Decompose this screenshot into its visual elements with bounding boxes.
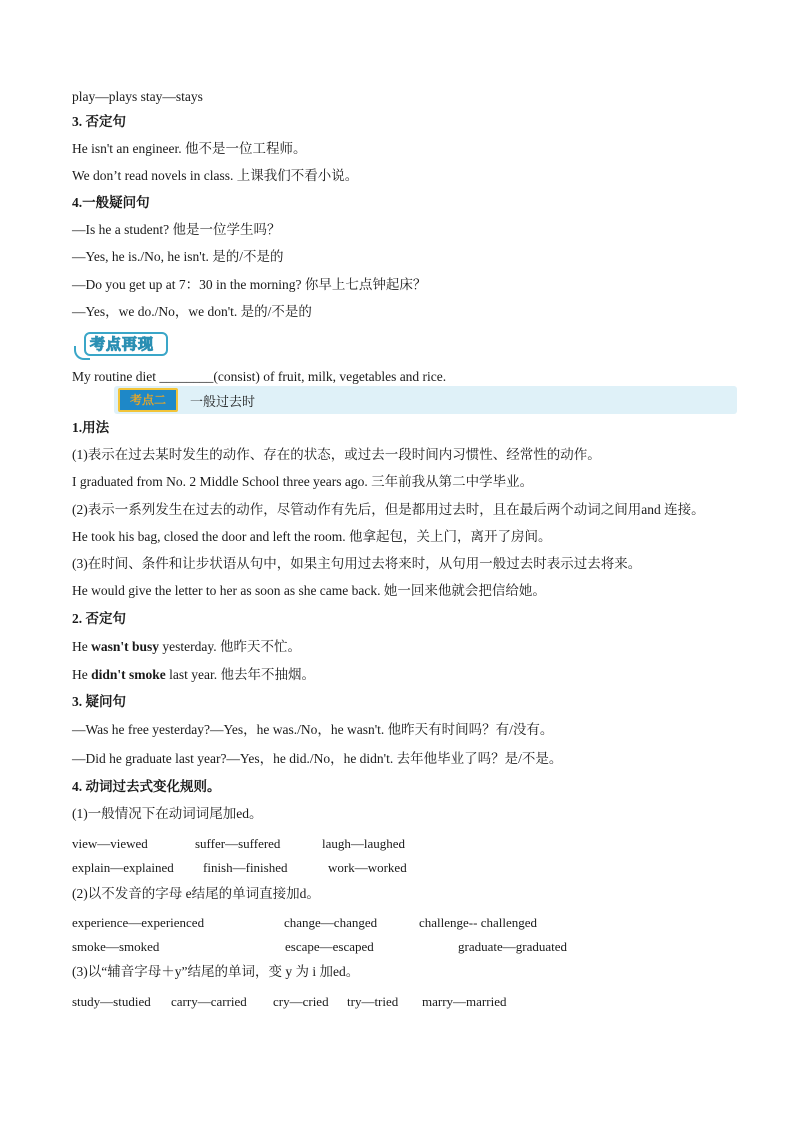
text-line: (1)表示在过去某时发生的动作、存在的状态，或过去一段时间内习惯性、经常性的动作。 — [72, 447, 601, 462]
word-pair: marry—married — [422, 994, 507, 1009]
text-line: I graduated from No. 2 Middle School three years ago. 三年前我从第二中学毕业。 — [72, 474, 534, 489]
text-line: We don’t read novels in class. 上课我们不看小说。 — [72, 168, 359, 183]
text-line: —Yes, he is./No, he isn't. 是的/不是的 — [72, 249, 284, 264]
word-pair: experience—experienced — [72, 915, 205, 930]
word-pair: suffer—suffered — [195, 836, 281, 851]
text-line: —Is he a student? 他是一位学生吗？ — [72, 222, 281, 237]
text-line: (2)以不发音的字母 e结尾的单词直接加d。 — [72, 886, 320, 901]
word-pair: smoke—smoked — [72, 939, 160, 954]
word-pair: laugh—laughed — [322, 836, 406, 851]
word-pair: work—worked — [328, 860, 407, 875]
heading-question-past: 3. 疑问句 — [72, 694, 126, 709]
text-line: —Was he free yesterday?—Yes，he was./No，he wasn't. 他昨天有时间吗？有/没有。 — [72, 722, 554, 737]
section-header — [114, 386, 737, 414]
word-pair: finish—finished — [203, 860, 288, 875]
text-line: —Yes，we do./No，we don't. 是的/不是的 — [72, 304, 312, 319]
text-line: (3)以“辅音字母＋y”结尾的单词，变 y 为 i 加ed。 — [72, 964, 360, 979]
exercise-line: My routine diet ________(consist) of fruit, milk, vegetables and rice. — [72, 369, 447, 384]
heading-question: 4.一般疑问句 — [72, 195, 150, 210]
section-tag: 考点二 — [118, 388, 178, 412]
word-pair: explain—explained — [72, 860, 174, 875]
text-line: He wasn't busy yesterday. 他昨天不忙。 — [72, 639, 302, 654]
heading-rules: 4. 动词过去式变化规则。 — [72, 779, 221, 794]
heading-usage: 1.用法 — [72, 420, 110, 435]
heading-negative-past: 2. 否定句 — [72, 611, 126, 626]
word-pair: carry—carried — [171, 994, 247, 1009]
word-pair: graduate—graduated — [458, 939, 568, 954]
word-pair: try—tried — [347, 994, 399, 1009]
text-line: He isn't an engineer. 他不是一位工程师。 — [72, 141, 307, 156]
word-pair: change—changed — [284, 915, 378, 930]
text-line: He didn't smoke last year. 他去年不抽烟。 — [72, 667, 316, 682]
word-pair: view—viewed — [72, 836, 148, 851]
review-badge — [74, 330, 170, 360]
text-line: —Did he graduate last year?—Yes，he did./No，he didn't. 去年他毕业了吗？是/不是。 — [72, 751, 563, 766]
word-pair: cry—cried — [273, 994, 329, 1009]
heading-negative: 3. 否定句 — [72, 114, 126, 129]
text-line: —Do you get up at 7：30 in the morning? 你早上七点钟起床？ — [72, 277, 427, 292]
text-line: He took his bag, closed the door and left the room. 他拿起包，关上门，离开了房间。 — [72, 529, 552, 544]
text-line: play—plays stay—stays — [72, 89, 203, 104]
text-line: (3)在时间、条件和让步状语从句中，如果主句用过去将来时，从句用一般过去时表示过去将来。 — [72, 556, 642, 571]
review-badge-label: 考点再现 — [90, 335, 155, 353]
word-pair: challenge-- challenged — [419, 915, 538, 930]
word-pair: study—studied — [72, 994, 151, 1009]
text-line: He would give the letter to her as soon as she came back. 她一回来他就会把信给她。 — [72, 583, 546, 598]
section-title: 一般过去时 — [190, 395, 256, 410]
text-line: (1)一般情况下在动词词尾加ed。 — [72, 806, 263, 821]
text-line: (2)表示一系列发生在过去的动作，尽管动作有先后，但是都用过去时，且在最后两个动词之间用and 连接。 — [72, 502, 705, 517]
word-pair: escape—escaped — [285, 939, 374, 954]
